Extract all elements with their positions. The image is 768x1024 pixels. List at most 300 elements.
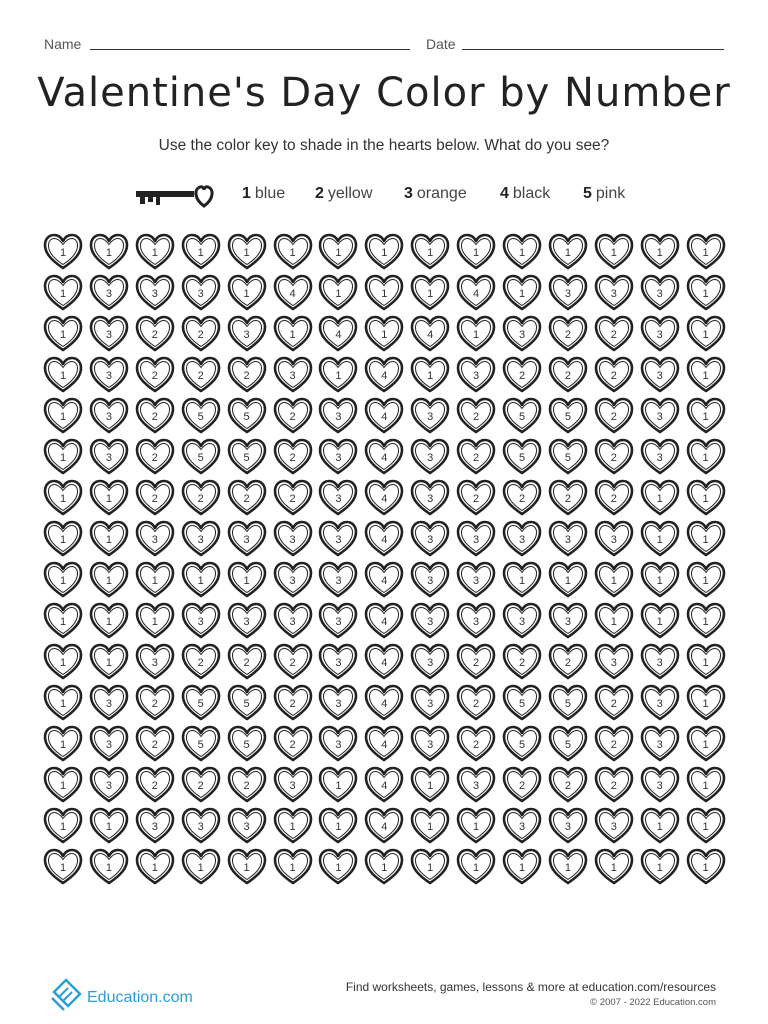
heart-cell[interactable]: [135, 561, 175, 599]
heart-cell[interactable]: [227, 643, 267, 681]
heart-cell[interactable]: [135, 397, 175, 435]
heart-number: 2: [518, 370, 526, 382]
heart-cell[interactable]: [89, 520, 129, 558]
heart-cell[interactable]: [548, 643, 588, 681]
heart-number: 1: [59, 411, 67, 423]
heart-cell[interactable]: [273, 766, 313, 804]
heart-number: 3: [656, 780, 663, 792]
heart-cell[interactable]: [318, 397, 358, 435]
heart-cell[interactable]: [594, 643, 634, 681]
heart-cell[interactable]: [273, 807, 313, 845]
heart-cell[interactable]: [502, 602, 542, 640]
heart-cell[interactable]: [181, 315, 221, 353]
heart-cell[interactable]: [686, 848, 726, 886]
heart-cell[interactable]: [318, 274, 358, 312]
heart-number: 4: [381, 698, 388, 710]
heart-cell[interactable]: [318, 356, 358, 394]
heart-number: 2: [197, 329, 204, 341]
heart-cell[interactable]: [135, 438, 175, 476]
key-number: 1: [242, 185, 251, 202]
heart-cell[interactable]: [181, 848, 221, 886]
heart-cell[interactable]: [502, 274, 542, 312]
heart-cell[interactable]: [181, 643, 221, 681]
heart-number: 2: [289, 452, 296, 464]
heart-cell[interactable]: [502, 438, 542, 476]
heart-number: 3: [427, 411, 434, 423]
heart-cell[interactable]: [548, 356, 588, 394]
heart-cell[interactable]: [686, 766, 726, 804]
heart-cell[interactable]: [135, 684, 175, 722]
heart-cell[interactable]: [43, 479, 83, 517]
heart-cell[interactable]: [548, 848, 588, 886]
heart-number: 3: [151, 534, 158, 546]
heart-cell[interactable]: [227, 684, 267, 722]
heart-cell[interactable]: [640, 520, 680, 558]
heart-cell[interactable]: [227, 479, 267, 517]
heart-cell[interactable]: [410, 479, 450, 517]
heart-cell[interactable]: [548, 807, 588, 845]
heart-number: 1: [151, 616, 158, 628]
heart-cell[interactable]: [548, 602, 588, 640]
heart-cell[interactable]: [364, 684, 404, 722]
heart-cell[interactable]: [43, 233, 83, 271]
heart-cell[interactable]: [548, 766, 588, 804]
heart-cell[interactable]: [640, 807, 680, 845]
heart-cell[interactable]: [548, 520, 588, 558]
heart-cell[interactable]: [502, 725, 542, 763]
heart-cell[interactable]: [43, 274, 83, 312]
heart-cell[interactable]: [410, 520, 450, 558]
heart-cell[interactable]: [364, 643, 404, 681]
heart-cell[interactable]: [43, 766, 83, 804]
heart-cell[interactable]: [456, 274, 496, 312]
heart-cell[interactable]: [364, 725, 404, 763]
heart-cell[interactable]: [318, 684, 358, 722]
heart-number: 3: [335, 616, 342, 628]
heart-number: 1: [105, 493, 112, 505]
heart-cell[interactable]: [181, 479, 221, 517]
heart-number: 2: [197, 370, 204, 382]
heart-cell[interactable]: [227, 315, 267, 353]
heart-cell[interactable]: [89, 602, 129, 640]
heart-cell[interactable]: [318, 602, 358, 640]
heart-cell[interactable]: [227, 520, 267, 558]
heart-number: 3: [427, 616, 434, 628]
heart-cell[interactable]: [273, 315, 313, 353]
heart-row: [43, 561, 725, 602]
heart-cell[interactable]: [594, 479, 634, 517]
heart-number: 4: [427, 329, 434, 341]
heart-cell[interactable]: [135, 233, 175, 271]
heart-number: 5: [243, 698, 250, 710]
heart-cell[interactable]: [364, 356, 404, 394]
heart-cell[interactable]: [89, 807, 129, 845]
heart-cell[interactable]: [227, 274, 267, 312]
heart-cell[interactable]: [456, 438, 496, 476]
heart-cell[interactable]: [89, 233, 129, 271]
heart-cell[interactable]: [364, 807, 404, 845]
heart-number: 1: [335, 370, 342, 382]
heart-number: 3: [427, 452, 434, 464]
heart-number: 3: [427, 657, 434, 669]
heart-cell[interactable]: [548, 684, 588, 722]
heart-cell[interactable]: [364, 766, 404, 804]
heart-cell[interactable]: [548, 479, 588, 517]
heart-cell[interactable]: [227, 233, 267, 271]
heart-cell[interactable]: [318, 725, 358, 763]
heart-cell[interactable]: [43, 725, 83, 763]
heart-cell[interactable]: [43, 684, 83, 722]
heart-number: 3: [335, 698, 342, 710]
heart-cell[interactable]: [181, 684, 221, 722]
heart-cell[interactable]: [594, 602, 634, 640]
heart-cell[interactable]: [594, 233, 634, 271]
heart-cell[interactable]: [227, 602, 267, 640]
heart-cell[interactable]: [89, 397, 129, 435]
heart-number: 2: [564, 657, 571, 669]
heart-cell[interactable]: [273, 848, 313, 886]
heart-cell[interactable]: [686, 438, 726, 476]
heart-cell[interactable]: [502, 643, 542, 681]
heart-cell[interactable]: [89, 684, 129, 722]
heart-cell[interactable]: [364, 274, 404, 312]
heart-cell[interactable]: [594, 684, 634, 722]
heart-cell[interactable]: [502, 479, 542, 517]
heart-number: 2: [610, 452, 617, 464]
heart-cell[interactable]: [548, 561, 588, 599]
heart-cell[interactable]: [181, 274, 221, 312]
heart-number: 2: [151, 493, 158, 505]
heart-number: 1: [289, 247, 296, 259]
heart-cell[interactable]: [43, 438, 83, 476]
heart-cell[interactable]: [273, 520, 313, 558]
heart-cell[interactable]: [43, 561, 83, 599]
heart-number: 2: [473, 493, 480, 505]
heart-cell[interactable]: [43, 397, 83, 435]
heart-cell[interactable]: [135, 520, 175, 558]
heart-cell[interactable]: [686, 315, 726, 353]
heart-cell[interactable]: [227, 807, 267, 845]
heart-cell[interactable]: [502, 561, 542, 599]
heart-cell[interactable]: [502, 356, 542, 394]
heart-number: 3: [105, 370, 112, 382]
heart-cell[interactable]: [89, 766, 129, 804]
heart-cell[interactable]: [640, 643, 680, 681]
heart-cell[interactable]: [686, 807, 726, 845]
heart-cell[interactable]: [456, 684, 496, 722]
heart-cell[interactable]: [502, 766, 542, 804]
heart-number: 4: [381, 657, 388, 669]
heart-cell[interactable]: [640, 438, 680, 476]
heart-cell[interactable]: [364, 520, 404, 558]
heart-cell[interactable]: [89, 725, 129, 763]
heart-cell[interactable]: [410, 274, 450, 312]
heart-cell[interactable]: [318, 479, 358, 517]
heart-cell[interactable]: [594, 274, 634, 312]
heart-cell[interactable]: [548, 397, 588, 435]
heart-cell[interactable]: [640, 315, 680, 353]
heart-cell[interactable]: [273, 274, 313, 312]
heart-cell[interactable]: [640, 561, 680, 599]
heart-number: 1: [702, 862, 709, 874]
heart-cell[interactable]: [502, 520, 542, 558]
heart-cell[interactable]: [181, 561, 221, 599]
heart-cell[interactable]: [410, 561, 450, 599]
heart-number: 1: [197, 247, 204, 259]
heart-cell[interactable]: [456, 479, 496, 517]
heart-cell[interactable]: [594, 766, 634, 804]
heart-cell[interactable]: [227, 356, 267, 394]
heart-cell[interactable]: [594, 397, 634, 435]
heart-cell[interactable]: [594, 561, 634, 599]
heart-cell[interactable]: [686, 233, 726, 271]
heart-cell[interactable]: [181, 602, 221, 640]
heart-cell[interactable]: [273, 602, 313, 640]
heart-cell[interactable]: [273, 356, 313, 394]
heart-cell[interactable]: [456, 602, 496, 640]
heart-cell[interactable]: [273, 397, 313, 435]
heart-cell[interactable]: [410, 602, 450, 640]
heart-cell[interactable]: [135, 356, 175, 394]
heart-cell[interactable]: [686, 602, 726, 640]
heart-cell[interactable]: [181, 397, 221, 435]
heart-number: 3: [151, 288, 158, 300]
heart-cell[interactable]: [456, 520, 496, 558]
heart-cell[interactable]: [456, 807, 496, 845]
heart-cell[interactable]: [135, 602, 175, 640]
heart-number: 3: [105, 780, 112, 792]
heart-cell[interactable]: [181, 520, 221, 558]
heart-cell[interactable]: [89, 848, 129, 886]
heart-number: 3: [564, 288, 571, 300]
heart-cell[interactable]: [89, 356, 129, 394]
heart-cell[interactable]: [594, 807, 634, 845]
heart-cell[interactable]: [502, 397, 542, 435]
key-item-3: [404, 185, 467, 203]
heart-cell[interactable]: [410, 315, 450, 353]
heart-cell[interactable]: [502, 233, 542, 271]
heart-cell[interactable]: [273, 725, 313, 763]
heart-cell[interactable]: [181, 766, 221, 804]
heart-number: 3: [105, 288, 112, 300]
heart-cell[interactable]: [548, 315, 588, 353]
heart-number: 3: [243, 821, 250, 833]
heart-number: 2: [518, 780, 526, 792]
heart-cell[interactable]: [502, 848, 542, 886]
heart-number: 1: [59, 575, 67, 587]
heart-cell[interactable]: [410, 725, 450, 763]
heart-cell[interactable]: [686, 684, 726, 722]
heart-cell[interactable]: [686, 274, 726, 312]
heart-number: 2: [197, 493, 204, 505]
heart-cell[interactable]: [364, 479, 404, 517]
heart-cell[interactable]: [502, 315, 542, 353]
heart-cell[interactable]: [43, 315, 83, 353]
heart-number: 1: [427, 821, 434, 833]
heart-cell[interactable]: [43, 520, 83, 558]
heart-cell[interactable]: [456, 397, 496, 435]
heart-cell[interactable]: [410, 807, 450, 845]
heart-cell[interactable]: [594, 438, 634, 476]
heart-cell[interactable]: [410, 684, 450, 722]
heart-cell[interactable]: [410, 643, 450, 681]
heart-cell[interactable]: [410, 848, 450, 886]
heart-cell[interactable]: [640, 602, 680, 640]
heart-cell[interactable]: [456, 233, 496, 271]
heart-cell[interactable]: [89, 438, 129, 476]
heart-number: 1: [656, 247, 663, 259]
heart-cell[interactable]: [181, 438, 221, 476]
heart-cell[interactable]: [364, 561, 404, 599]
heart-cell[interactable]: [318, 438, 358, 476]
heart-cell[interactable]: [318, 520, 358, 558]
heart-cell[interactable]: [686, 643, 726, 681]
heart-cell[interactable]: [227, 848, 267, 886]
heart-cell[interactable]: [43, 602, 83, 640]
heart-cell[interactable]: [548, 438, 588, 476]
heart-cell[interactable]: [135, 479, 175, 517]
heart-cell[interactable]: [410, 438, 450, 476]
heart-cell[interactable]: [318, 643, 358, 681]
heart-number: 1: [656, 821, 663, 833]
heart-cell[interactable]: [640, 356, 680, 394]
heart-cell[interactable]: [686, 561, 726, 599]
heart-cell[interactable]: [456, 561, 496, 599]
heart-cell[interactable]: [227, 561, 267, 599]
heart-cell[interactable]: [456, 766, 496, 804]
heart-cell[interactable]: [640, 684, 680, 722]
heart-number: 3: [427, 534, 434, 546]
heart-cell[interactable]: [273, 233, 313, 271]
heart-cell[interactable]: [594, 315, 634, 353]
heart-cell[interactable]: [640, 397, 680, 435]
heart-cell[interactable]: [686, 356, 726, 394]
heart-cell[interactable]: [594, 520, 634, 558]
heart-cell[interactable]: [181, 233, 221, 271]
heart-cell[interactable]: [594, 725, 634, 763]
heart-number: 5: [564, 739, 571, 751]
heart-number: 1: [381, 862, 388, 874]
heart-cell[interactable]: [181, 807, 221, 845]
heart-cell[interactable]: [135, 725, 175, 763]
heart-cell[interactable]: [227, 397, 267, 435]
heart-cell[interactable]: [364, 315, 404, 353]
heart-cell[interactable]: [318, 807, 358, 845]
heart-cell[interactable]: [181, 356, 221, 394]
heart-cell[interactable]: [318, 315, 358, 353]
heart-cell[interactable]: [181, 725, 221, 763]
footer-tagline: Find worksheets, games, lessons & more at education.com/resources: [345, 980, 716, 994]
heart-cell[interactable]: [456, 315, 496, 353]
heart-number: 2: [151, 411, 158, 423]
heart-cell[interactable]: [502, 684, 542, 722]
heart-cell[interactable]: [89, 479, 129, 517]
heart-cell[interactable]: [227, 438, 267, 476]
heart-cell[interactable]: [364, 438, 404, 476]
heart-cell[interactable]: [686, 725, 726, 763]
heart-cell[interactable]: [594, 356, 634, 394]
heart-number: 3: [564, 616, 571, 628]
heart-cell[interactable]: [43, 807, 83, 845]
heart-cell[interactable]: [410, 233, 450, 271]
heart-cell[interactable]: [273, 438, 313, 476]
heart-cell[interactable]: [640, 725, 680, 763]
heart-cell[interactable]: [135, 848, 175, 886]
heart-cell[interactable]: [640, 848, 680, 886]
heart-cell[interactable]: [227, 766, 267, 804]
heart-cell[interactable]: [318, 233, 358, 271]
heart-cell[interactable]: [686, 520, 726, 558]
heart-cell[interactable]: [456, 848, 496, 886]
heart-cell[interactable]: [135, 274, 175, 312]
heart-number: 3: [473, 780, 480, 792]
heart-cell[interactable]: [364, 848, 404, 886]
heart-cell[interactable]: [273, 684, 313, 722]
heart-cell[interactable]: [640, 274, 680, 312]
heart-cell[interactable]: [456, 643, 496, 681]
heart-cell[interactable]: [43, 848, 83, 886]
heart-cell[interactable]: [318, 848, 358, 886]
heart-number: 1: [564, 862, 571, 874]
heart-cell[interactable]: [410, 356, 450, 394]
heart-cell[interactable]: [135, 766, 175, 804]
heart-cell[interactable]: [318, 766, 358, 804]
heart-cell[interactable]: [548, 274, 588, 312]
heart-number: 5: [243, 739, 250, 751]
heart-cell[interactable]: [594, 848, 634, 886]
heart-cell[interactable]: [456, 356, 496, 394]
heart-number: 1: [702, 370, 709, 382]
heart-number: 1: [59, 247, 67, 259]
heart-cell[interactable]: [640, 233, 680, 271]
heart-cell[interactable]: [273, 561, 313, 599]
heart-cell[interactable]: [89, 643, 129, 681]
heart-cell[interactable]: [89, 274, 129, 312]
heart-cell[interactable]: [548, 233, 588, 271]
heart-number: 1: [518, 862, 526, 874]
heart-number: 2: [289, 493, 296, 505]
heart-cell[interactable]: [456, 725, 496, 763]
heart-cell[interactable]: [502, 807, 542, 845]
heart-cell[interactable]: [686, 397, 726, 435]
heart-cell[interactable]: [135, 315, 175, 353]
heart-cell[interactable]: [364, 233, 404, 271]
heart-cell[interactable]: [410, 766, 450, 804]
heart-cell[interactable]: [43, 356, 83, 394]
heart-cell[interactable]: [89, 315, 129, 353]
heart-cell[interactable]: [364, 397, 404, 435]
heart-cell[interactable]: [410, 397, 450, 435]
heart-cell[interactable]: [135, 807, 175, 845]
heart-cell[interactable]: [43, 643, 83, 681]
heart-cell[interactable]: [273, 479, 313, 517]
heart-cell[interactable]: [135, 643, 175, 681]
heart-cell[interactable]: [548, 725, 588, 763]
heart-cell[interactable]: [227, 725, 267, 763]
heart-cell[interactable]: [640, 479, 680, 517]
heart-number: 3: [610, 288, 617, 300]
heart-number: 3: [197, 616, 204, 628]
heart-cell[interactable]: [273, 643, 313, 681]
heart-cell[interactable]: [364, 602, 404, 640]
heart-cell[interactable]: [89, 561, 129, 599]
heart-number: 2: [151, 780, 158, 792]
heart-cell[interactable]: [318, 561, 358, 599]
heart-row: [43, 397, 725, 438]
heart-cell[interactable]: [640, 766, 680, 804]
heart-cell[interactable]: [686, 479, 726, 517]
heart-number: 5: [197, 698, 204, 710]
